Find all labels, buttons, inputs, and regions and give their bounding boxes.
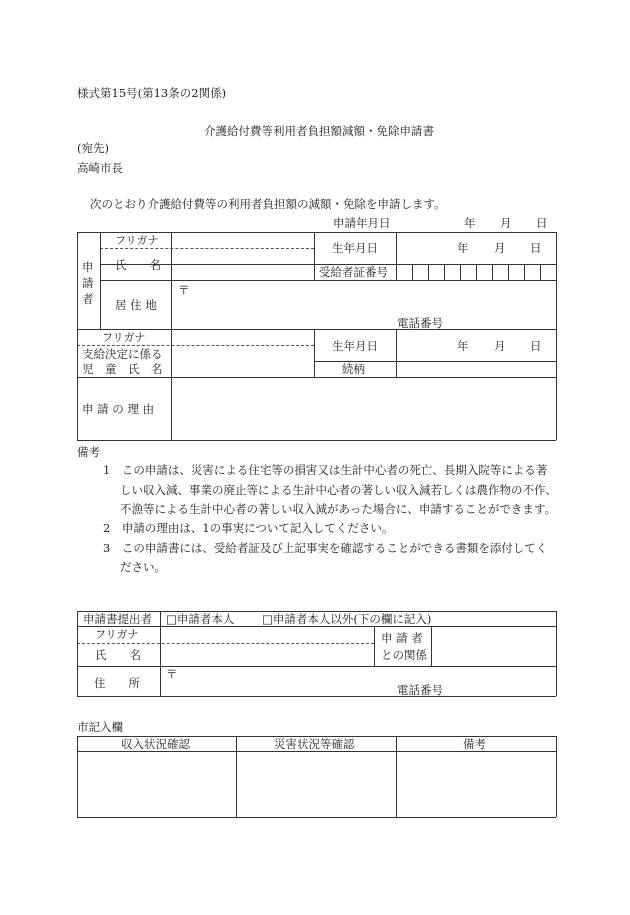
submitter-furigana-field[interactable] (162, 628, 372, 641)
addressee: 高崎市長 (77, 161, 123, 175)
child-birth-month: 月 (494, 339, 506, 353)
submitter-address-label: 住 所 (94, 676, 140, 690)
child-relation-label: 続柄 (342, 362, 365, 376)
applicant-address-label: 居 住 地 (115, 298, 157, 312)
child-birth-label: 生年月日 (332, 339, 378, 353)
city-col-notes: 備考 (463, 737, 486, 751)
applicant-birth-day: 日 (530, 241, 542, 255)
note-2: 2 申請の理由は、1の事実について記入してください。 (103, 521, 394, 535)
form-number: 様式第15号(第13条の2関係) (77, 86, 227, 100)
submitter-relation-label-1: 申 請 者 (381, 631, 423, 645)
note-3-line1: 3 この申請書には、受給者証及び上記事実を確認することができる書類を添付してく (103, 541, 548, 555)
application-date-label: 申請年月日 (333, 216, 391, 230)
city-col-disaster: 災害状況等確認 (274, 737, 355, 751)
applicant-group-label-1: 申 (82, 260, 94, 274)
applicant-phone-label: 電話番号 (397, 316, 443, 330)
applicant-birth-year: 年 (457, 241, 469, 255)
applicant-group-label-3: 者 (82, 292, 94, 306)
applicant-furigana-label: フリガナ (115, 234, 159, 247)
submitter-relation-label-2: との関係 (381, 648, 427, 662)
applicant-name-field[interactable] (172, 250, 312, 278)
applicant-furigana-field[interactable] (172, 234, 312, 247)
applicant-birth-label: 生年月日 (332, 241, 378, 255)
applicant-birth-month: 月 (494, 241, 506, 255)
applicant-address-field[interactable] (172, 282, 554, 326)
submitter-name-label: 氏 名 (95, 648, 141, 662)
reason-label: 申 請 の 理 由 (82, 402, 155, 416)
child-label-line1: 支給決定に係る (82, 347, 163, 361)
recipient-number-label: 受給者証番号 (319, 265, 388, 279)
form-title: 介護給付費等利用者負担額減額・免除申請書 (204, 124, 434, 138)
submitter-label: 申請書提出者 (83, 612, 152, 626)
note-3-line2: ださい。 (120, 560, 166, 574)
intro-text: 次のとおり介護給付費等の利用者負担額の減額・免除を申請します。 (90, 197, 446, 211)
city-col-income: 収入状況確認 (121, 737, 190, 751)
notes-title: 備考 (77, 445, 100, 459)
child-furigana-label: フリガナ (102, 331, 146, 344)
child-furigana-field[interactable] (172, 331, 312, 344)
child-relation-field[interactable] (398, 363, 554, 376)
submitter-furigana-label: フリガナ (95, 628, 139, 641)
app-date-year: 年 (464, 216, 476, 230)
submitter-relation-field[interactable] (433, 628, 554, 664)
submitter-address-field[interactable] (162, 668, 554, 694)
submitter-other-checkbox[interactable]: □申請者本人以外(下の欄に記入) (262, 612, 432, 626)
submitter-self-checkbox[interactable]: □申請者本人 (166, 612, 235, 626)
reason-field[interactable] (172, 379, 554, 439)
child-name-field[interactable] (172, 347, 312, 375)
note-1-line3: 不漁等による生計中心者の著しい収入減があった場合に、申請することができます。 (120, 502, 556, 516)
child-birth-day: 日 (530, 339, 542, 353)
applicant-group-label-2: 請 (82, 276, 94, 290)
app-date-day: 日 (536, 216, 548, 230)
note-1-line2: しい収入減、事業の廃止等による生計中心者の著しい収入減若しくは農作物の不作、 (120, 483, 557, 497)
app-date-month: 月 (500, 216, 512, 230)
applicant-postal-mark: 〒 (178, 283, 190, 297)
applicant-name-label: 氏 名 (115, 258, 161, 272)
child-birth-year: 年 (457, 339, 469, 353)
note-1-line1: 1 この申請は、災害による住宅等の損害又は生計中心者の死亡、長期入院等による著 (103, 463, 548, 477)
submitter-name-field[interactable] (162, 645, 372, 664)
submitter-phone-label: 電話番号 (397, 683, 443, 697)
submitter-postal-mark: 〒 (166, 667, 178, 681)
city-section-title: 市記入欄 (77, 720, 123, 734)
child-label-line2: 児 童 氏 名 (82, 362, 163, 376)
addressee-label: (宛先) (77, 141, 109, 155)
